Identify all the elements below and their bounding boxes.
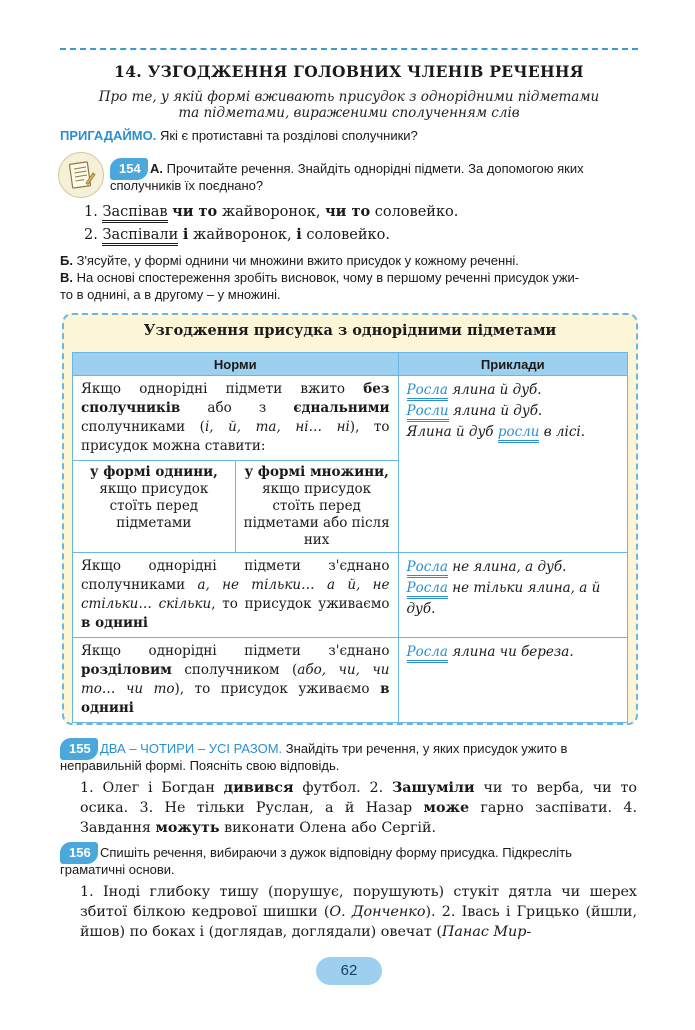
table-row (73, 376, 628, 553)
task-154-a: А. Прочитайте речення. Знайдіть однорідні підмети. За допомогою яких (150, 161, 584, 176)
task-154-a-cont: сполучників їх поєднано? (110, 178, 264, 193)
recall-text: Які є протиставні та розділові сполучники? (159, 128, 418, 143)
example-3: Росла ялина чи береза. (398, 638, 628, 723)
task-154-v: В. На основі спостереження зробіть висновок, чому в першому реченні присудок ужи- то в однині, а в другому – у множині. (60, 270, 580, 302)
task-156-cont: граматичні основи. (60, 862, 175, 877)
recall-prompt (60, 128, 418, 143)
col-header-examples: Приклади (398, 353, 628, 376)
notebook-icon (58, 152, 104, 198)
exercise-156-badge: 156 (60, 842, 98, 864)
table-row (73, 553, 628, 638)
col-header-norms: Норми (73, 353, 399, 376)
example-2: Росла не ялина, а дуб. Росла не тільки ялина, а й дуб. (398, 553, 628, 638)
section-title: 14. УЗГОДЖЕННЯ ГОЛОВНИХ ЧЛЕНІВ РЕЧЕННЯ (114, 62, 584, 81)
section-subtitle: Про те, у якій формі вживають присудок з однорідними підметами та підметами, вираженими сполученням слів (98, 89, 600, 121)
rules-title: Узгодження присудка з однорідними підметами (143, 322, 557, 339)
task-155-sentences: 1. Олег і Богдан дивився футбол. 2. Зашуміли чи то верба, чи то осика. 3. Не тільки Руслан, а й Назар може гарно заспівати. 4. Завдання можуть виконати Олена або Сергій. (80, 780, 638, 836)
recall-label: ПРИГАДАЙМО. (60, 128, 157, 143)
example-1: Росла ялина й дуб. Росли ялина й дуб. Ялина й дуб росли в лісі. (398, 376, 628, 553)
table-row (73, 638, 628, 723)
rule-1: Якщо однорідні підмети вжито без сполучників або з єднальними сполучниками (і, й, та, ні… ні), то присудок можна ставити: у формі однини, якщо присудок стоїть перед підметами у формі множини, якщо присудок стоїть перед підметами або після них (73, 376, 399, 553)
rule-2: Якщо однорідні підмети з'єднано сполучниками а, не тільки… а й, не стільки… скільки, то присудок уживаємо в однині (73, 553, 399, 638)
task-156: Спишіть речення, вибираючи з дужок відповідну форму присудка. Підкресліть (100, 845, 572, 860)
task-154-b: Б. З'ясуйте, у формі однини чи множини вжито присудок у кожному реченні. (60, 253, 519, 268)
rule-1-split: у формі однини, якщо присудок стоїть перед підметами у формі множини, якщо присудок стоїть перед підметами або після них (73, 460, 398, 552)
exercise-154-badge: 154 (110, 158, 148, 180)
task-155: ДВА – ЧОТИРИ – УСІ РАЗОМ. Знайдіть три речення, у яких присудок ужито в (100, 741, 568, 756)
example-sentence-2: 2. Заспівали і жайворонок, і соловейко. (84, 224, 390, 246)
top-dashed-rule (60, 48, 638, 50)
task-156-sentences: 1. Іноді глибоку тишу (порушує, порушують) стукіт дятла чи шерех збитої білкою кедрової шишки (О. Донченко). 2. Івась і Грицько (йшли, йшов) по боках і (доглядав, доглядали) овечат (Панас Мир- (80, 884, 638, 940)
rules-table (72, 352, 628, 723)
exercise-155-badge: 155 (60, 738, 98, 760)
page-number: 62 (316, 957, 382, 985)
example-sentence-1: 1. Заспівав чи то жайворонок, чи то соловейко. (84, 201, 458, 223)
rule-3: Якщо однорідні підмети з'єднано розділовим сполучником (або, чи, чи то… чи то), то присудок уживаємо в однині (73, 638, 399, 723)
task-155-cont: неправильній формі. Поясніть свою відповідь. (60, 758, 340, 773)
